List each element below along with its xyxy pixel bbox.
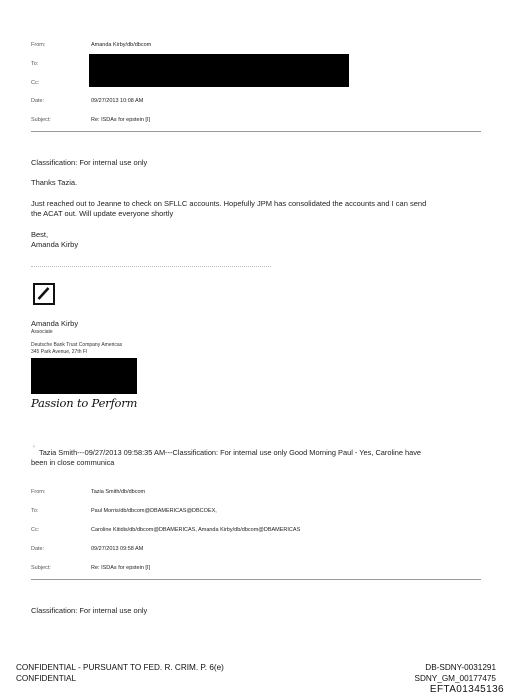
footer-right-3: EFTA01345136 <box>429 684 504 695</box>
subject-value: Re: ISDAs for epstein [I] <box>91 117 150 123</box>
slogan-logo: Passion to Perform <box>31 396 138 410</box>
signature-name: Amanda Kirby <box>31 319 79 328</box>
cc-label-2: Cc: <box>31 527 40 533</box>
signature-divider <box>31 266 271 267</box>
date-label-2: Date: <box>31 546 45 552</box>
body-line-1: Just reached out to Jeanne to check on SFLLC accounts. Hopefully JPM has consolidated the accounts and I can send <box>31 199 427 208</box>
to-value-2: Paul Morris/db/dbcom@DBAMERICAS@DBCOEX, <box>91 508 217 514</box>
sender-name: Amanda Kirby <box>31 240 79 249</box>
footer-right-1: DB-SDNY-0031291 <box>425 663 496 672</box>
footer-right-2: SDNY_GM_00177475 <box>414 674 496 683</box>
date-value: 09/27/2013 10:08 AM <box>91 98 144 104</box>
header-divider-2 <box>31 579 481 580</box>
cc-value-2: Caroline Kitidis/db/dbcom@DBAMERICAS, Amanda Kirby/db/dbcom@DBAMERICAS <box>91 527 301 533</box>
classification: Classification: For internal use only <box>31 158 148 167</box>
from-label: From: <box>31 42 46 48</box>
from-value: Amanda Kirby/db/dbcom <box>91 42 152 48</box>
deutsche-bank-logo <box>33 283 55 305</box>
cc-label: Cc: <box>31 80 40 86</box>
from-value-2: Tazia Smith/db/dbcom <box>91 489 146 495</box>
from-label-2: From: <box>31 489 46 495</box>
date-value-2: 09/27/2013 09:58 AM <box>91 546 144 552</box>
closing: Best, <box>31 230 49 239</box>
signature-redaction <box>31 358 137 394</box>
header-divider <box>31 131 481 132</box>
signature-title: Associate <box>31 329 53 335</box>
quoted-line-2: been in close communica <box>31 458 115 467</box>
footer-left-2: CONFIDENTIAL <box>16 674 77 683</box>
subject-value-2: Re: ISDAs for epstein [I] <box>91 565 150 571</box>
signature-address: 345 Park Avenue, 27th Fl <box>31 349 88 355</box>
greeting: Thanks Tazia. <box>31 178 78 187</box>
subject-label-2: Subject: <box>31 565 51 571</box>
to-redaction <box>89 54 349 87</box>
subject-label: Subject: <box>31 117 51 123</box>
quoted-line-1: Tazia Smith---09/27/2013 09:58:35 AM---Classification: For internal use only Good Morning Paul - Yes, Caroline have <box>39 448 422 457</box>
to-label-2: To: <box>31 508 39 514</box>
signature-company: Deutsche Bank Trust Company Americas <box>31 342 123 348</box>
date-label: Date: <box>31 98 45 104</box>
footer-left-1: CONFIDENTIAL - PURSUANT TO FED. R. CRIM. P. 6(e) <box>16 663 224 672</box>
to-label: To: <box>31 61 39 67</box>
classification-2: Classification: For internal use only <box>31 606 148 615</box>
body-line-2: the ACAT out. Will update everyone shortly <box>31 209 174 218</box>
quote-marker-icon: “ <box>33 446 35 452</box>
